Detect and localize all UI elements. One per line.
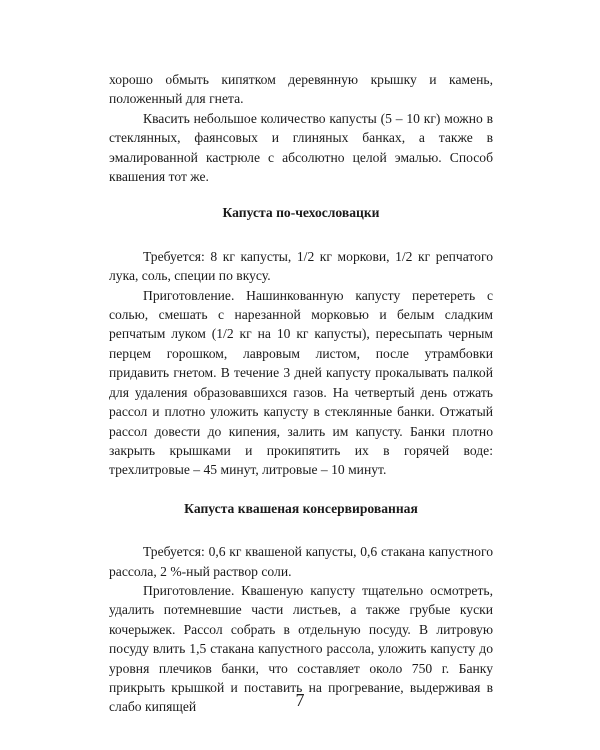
page-body	[109, 70, 493, 717]
paragraph-preparation-1: Приготовление. Нашинкованную капусту перетереть с солью, смешать с нарезанной морковью и белым сладким репчатым луком (1/2 кг на 10 кг капусты), пересыпать черным перцем горошком, лавровым листом, после утрамбовки придавить гнетом. В течение 3 дней капусту прокалывать палкой для удаления образовавшихся газов. На четвертый день отжать рассол и плотно уложить капусту в стеклянные банки. Отжатый рассол довести до кипения, залить им капусту. Банки плотно закрыть крышками и прокипятить их в горячей воде: трехлитровые – 45 минут, литровые – 10 минут.	[109, 287, 493, 478]
paragraph-requirements-1: Требуется: 8 кг капусты, 1/2 кг моркови, 1/2 кг репчатого лука, соль, специи по вкусу.	[109, 248, 493, 284]
paragraph-intro-continuation: хорошо обмыть кипятком деревянную крышку и камень, положенный для гнета.	[109, 72, 493, 107]
heading-canned-sauerkraut: Капуста квашеная консервированная	[184, 500, 418, 516]
page-number: 7	[295, 690, 305, 710]
paragraph-small-batch: Квасить небольшое количество капусты (5 – 10 кг) можно в стеклянных, фаянсовых и глиняных банках, а также в эмалированной кастрюле с абсолютно целой эмалью. Способ квашения тот же.	[109, 110, 493, 185]
paragraph-requirements-2: Требуется: 0,6 кг квашеной капусты, 0,6 стакана капустного рассола, 2 %-ный раствор соли.	[109, 544, 493, 579]
heading-czechoslovak-cabbage: Капуста по-чехословацки	[222, 205, 380, 221]
paragraph-preparation-2: Приготовление. Квашеную капусту тщательно осмотреть, удалить потемневшие части листьев, а также грубые куски кочерыжек. Рассол собрать в отдельную посуду. В литровую посуду влить 1,5 стакана капустного рассола, уложить капусту до уровня плечиков банки, что составляет около 750 г. Банку прикрыть крышкой и поставить на прогревание, выдерживая в слабо кипящей	[109, 582, 493, 715]
